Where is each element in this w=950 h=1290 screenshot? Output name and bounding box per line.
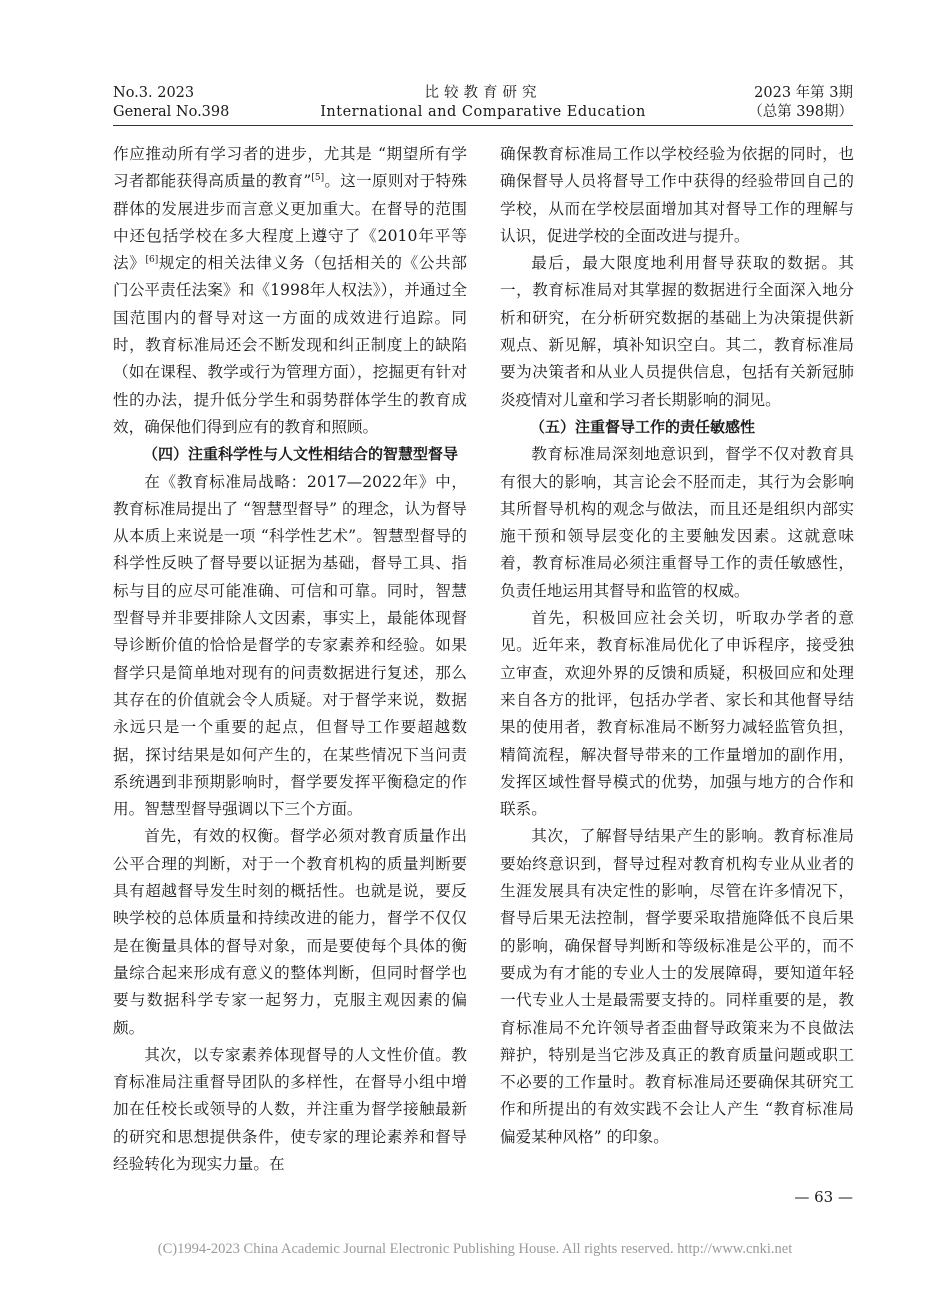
header-center [113,84,853,122]
text-run: 。这一原则对于特殊群体的发展进步而言意义更加重大。在督导的范围中还包括学校在多大程度上遵守了《2010年平等法》 [113,172,467,273]
running-header [113,84,853,128]
text-run: 规定的相关法律义务（包括相关的《公共部门公平责任法案》和《1998年人权法》），并通过全国范围内的督导对这一方面的成效进行追踪。同时，教育标准局还会不断发现和纠正制度上的缺陷（如在课程、教学或行为管理方面），挖掘更有针对性的办法，提升低分学生和弱势群体学生的教育成效，确保他们得到应有的教育和照顾。 [113,254,467,436]
paragraph: 在《教育标准局战略：2017—2022年》中，教育标准局提出了 “智慧型督导” 的理念，认为督导从本质上来说是一项 “科学性艺术”。智慧型督导的科学性反映了督导要以证据为基础，督导工具、指标与目的应尽可能准确、可信和可靠。同时，智慧型督导并非要排除人文因素，事实上，最能体现督导诊断价值的恰恰是督学的专家素养和经验。如果督学只是简单地对现有的问责数据进行复述，那么其存在的价值就会令人质疑。对于督学来说，数据永远只是一个重要的起点，但督导工作要超越数据，探讨结果是如何产生的，在某些情况下当问责系统遇到非预期影响时，督学要发挥平衡稳定的作用。智慧型督导强调以下三个方面。 [113,472,467,819]
paragraph: 教育标准局深刻地意识到，督学不仅对教育具有很大的影响，其言论会不胫而走，其行为会影响其所督导机构的观念与做法，而且还是组织内部实施干预和领导层变化的主要触发因素。这就意味着，教育标准局必须注重督导工作的责任敏感性，负责任地运用其督导和监管的权威。 [500,445,854,600]
right-column [500,141,854,1151]
header-rule [113,125,853,126]
paragraph: 首先，有效的权衡。督学必须对教育质量作出公平合理的判断，对于一个教育机构的质量判断要具有超越督导发生时刻的概括性。也就是说，要反映学校的总体质量和持续改进的能力，督学不仅仅是在衡量具体的督导对象，而是要使每个具体的衡量综合起来形成有意义的整体判断，但同时督学也要与数据科学专家一起努力，克服主观因素的偏颇。 [113,827,467,1037]
text-run: 作应推动所有学习者的进步，尤其是 “期望所有学习者都能获得高质量的教育” [113,145,467,191]
citation-6: [6] [145,255,159,265]
paragraph [113,141,467,441]
page-number: — 63 — [794,1188,853,1206]
left-column [113,141,467,1178]
total-issue-cn: （总第 398期） [748,104,853,120]
paragraph: 确保教育标准局工作以学校经验为依据的同时，也确保督导人员将督导工作中获得的经验带回自己的学校，从而在学校层面增加其对督导工作的理解与认识，促进学校的全面改进与提升。 [500,145,854,245]
section-heading-4: （四）注重科学性与人文性相结合的智慧型督导 [143,445,459,464]
journal-title-en: International and Comparative Education [320,104,646,120]
issue-number: No.3. 2023 [113,85,195,101]
journal-title-cn: 比较教育研究 [424,85,542,101]
paragraph: 最后，最大限度地利用督导获取的数据。其一，教育标准局对其掌握的数据进行全面深入地分析和研究，在分析研究数据的基础上为决策提供新观点、新见解，填补知识空白。其二，教育标准局要为决策者和从业人员提供信息，包括有关新冠肺炎疫情对儿童和学习者长期影响的洞见。 [500,254,854,409]
citation-5: [5] [311,173,325,184]
paragraph: 首先，积极回应社会关切，听取办学者的意见。近年来，教育标准局优化了申诉程序，接受独立审查，欢迎外界的反馈和质疑，积极回应和处理来自各方的批评，包括办学者、家长和其他督导结果的使用者，教育标准局不断努力减轻监管负担，精简流程，解决督导带来的工作量增加的副作用，发挥区域性督导模式的优势，加强与地方的合作和联系。 [500,609,854,819]
issue-cn: 2023 年第 3期 [754,85,853,101]
paragraph: 其次，了解督导结果产生的影响。教育标准局要始终意识到，督导过程对教育机构专业从业者的生涯发展具有决定性的影响，尽管在许多情况下，督导后果无法控制，督学要采取措施降低不良后果的影响，确保督导判断和等级标准是公平的，而不要成为有才能的专业人士的发展障碍，要知道年轻一代专业人士是最需要支持的。同样重要的是，教育标准局不允许领导者歪曲督导政策来为不良做法辩护，特别是当它涉及真正的教育质量问题或职工不必要的工作量时。教育标准局还要确保其研究工作和所提出的有效实践不会让人产生 “教育标准局偏爱某种风格” 的印象。 [500,827,854,1146]
header-right [748,84,853,122]
copyright-footer: (C)1994-2023 China Academic Journal Electronic Publishing House. All rights reserved. http://www.cnki.net [157,1241,793,1257]
general-number: General No.398 [113,104,230,120]
section-heading-5: （五）注重督导工作的责任敏感性 [530,417,756,436]
paragraph: 其次，以专家素养体现督导的人文性价值。教育标准局注重督导团队的多样性，在督导小组中增加在任校长或领导的人数，并注重为督学接触最新的研究和思想提供条件，使专家的理论素养和督导经验转化为现实力量。在 [113,1045,467,1173]
